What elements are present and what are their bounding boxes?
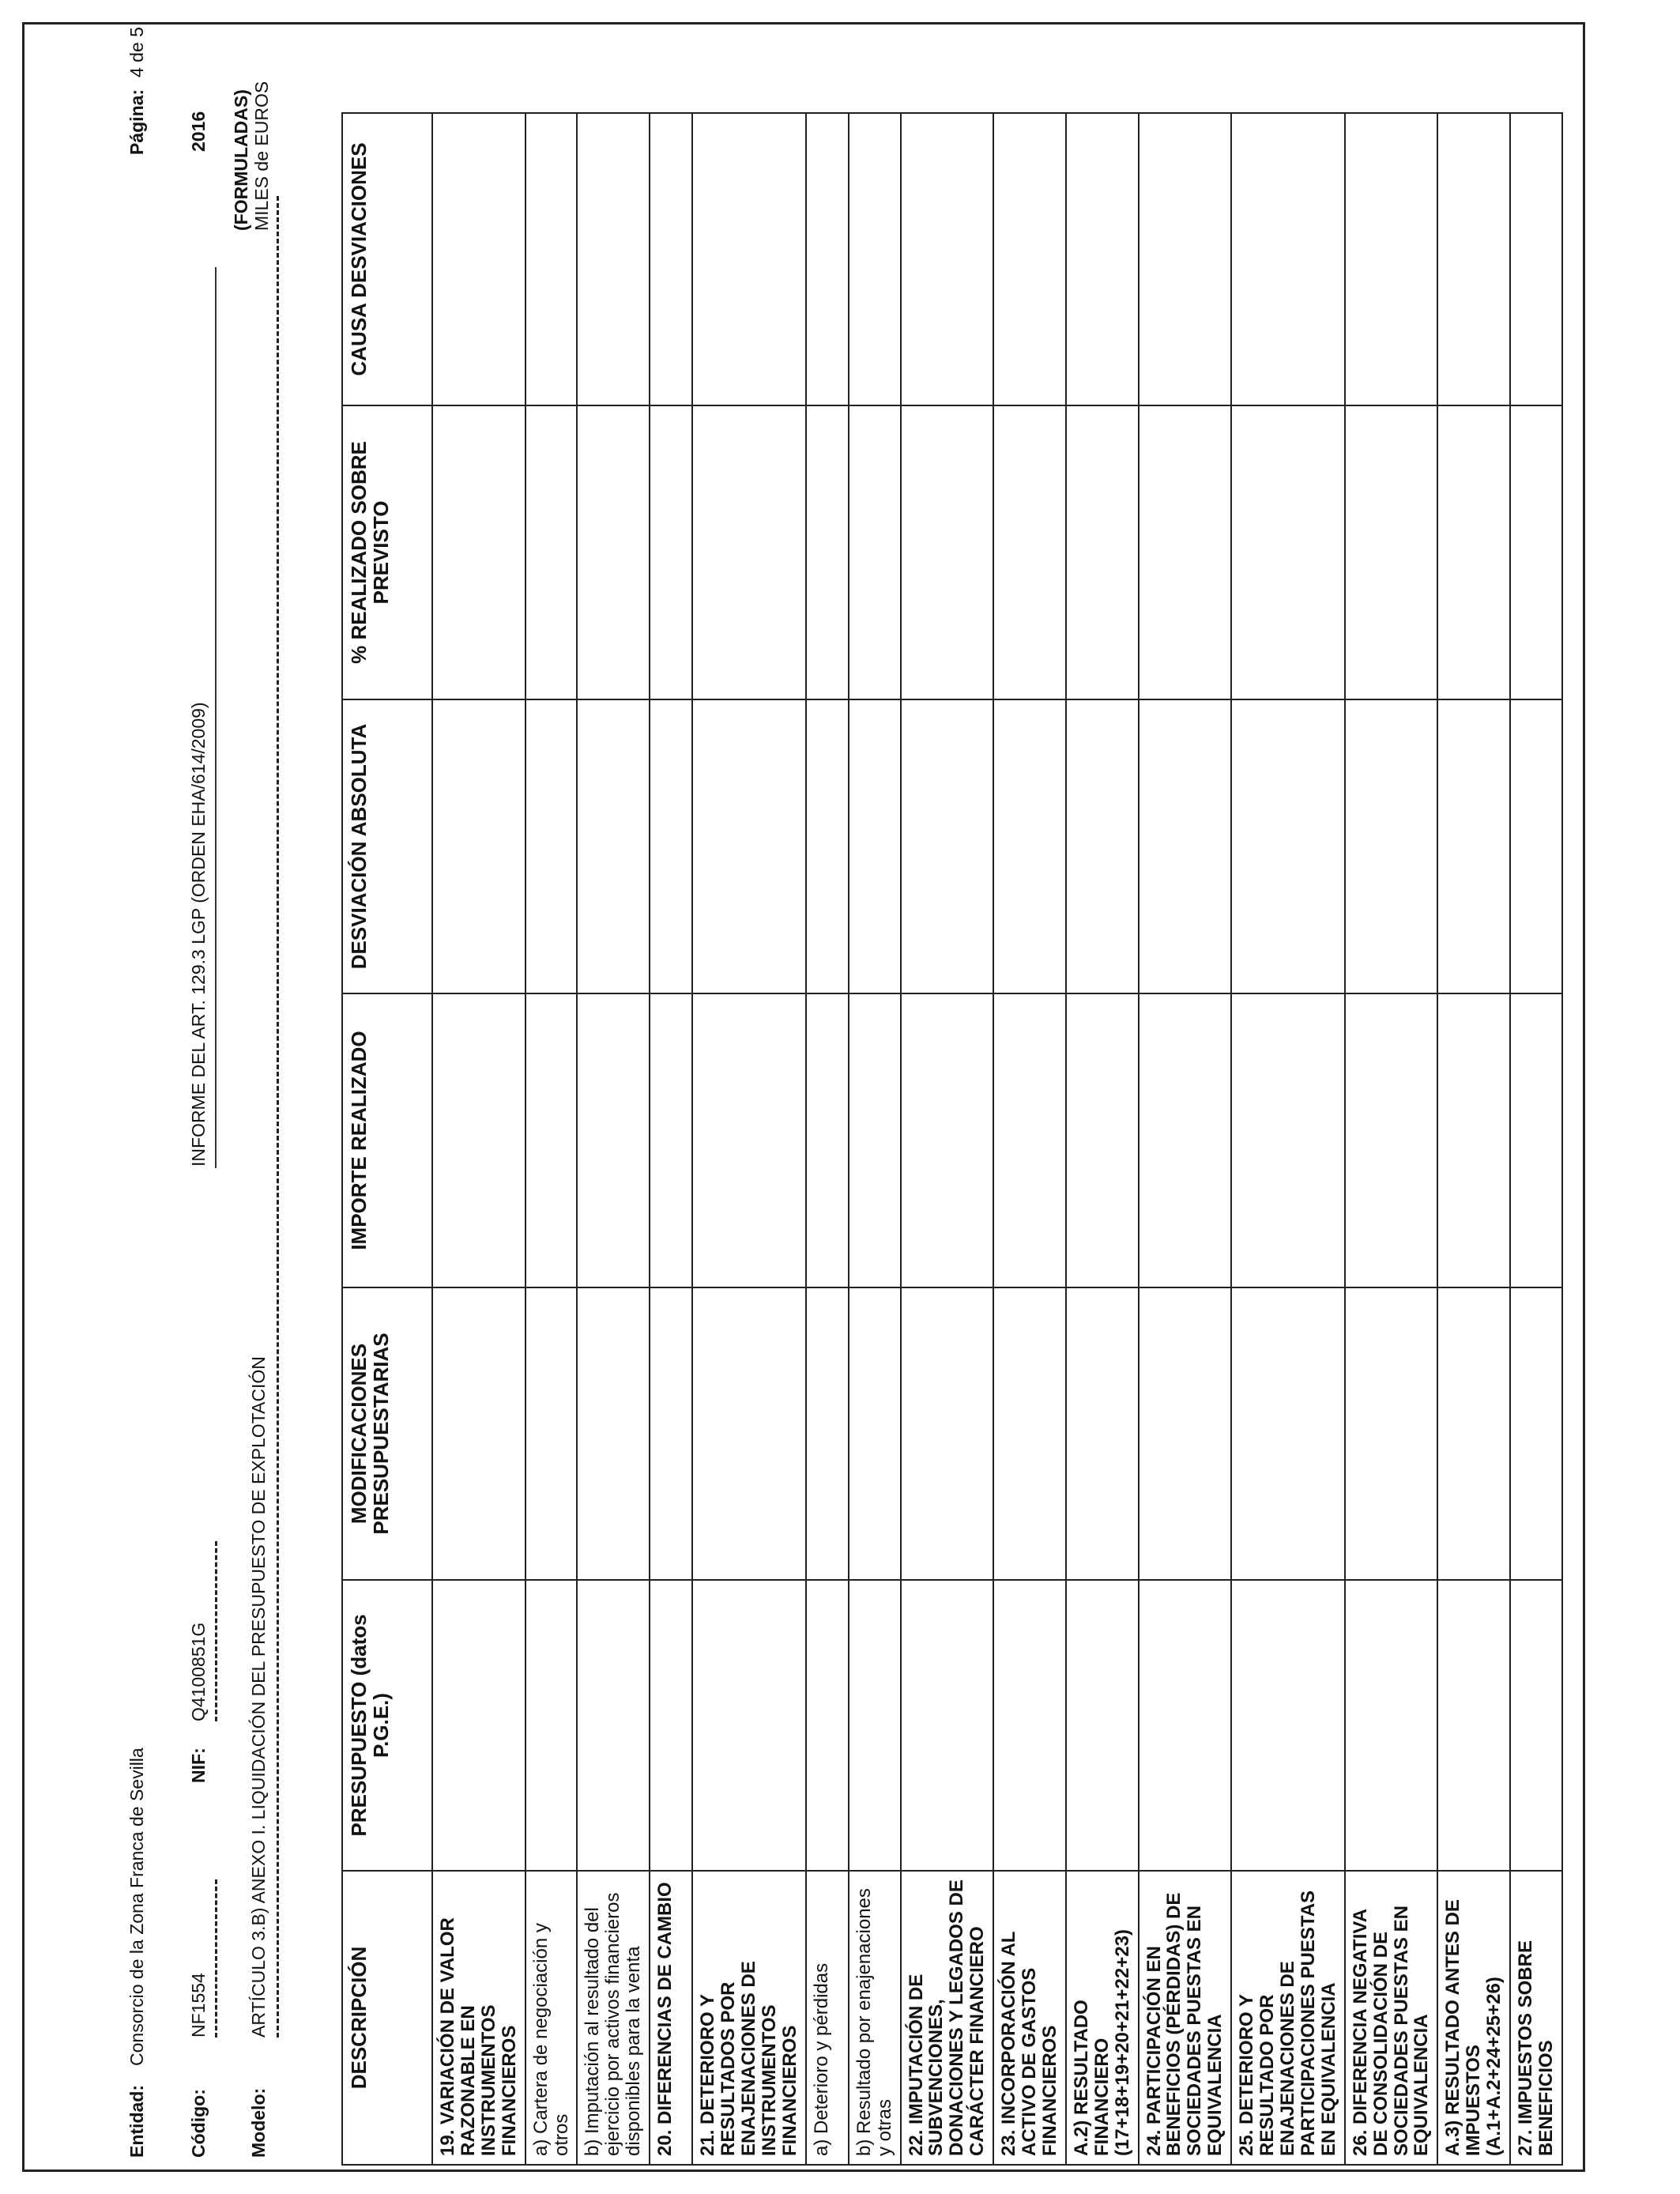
empty-value-cell — [806, 113, 849, 405]
table-row — [901, 113, 994, 2165]
entidad-label: Entidad: — [126, 2085, 147, 2158]
col-presupuesto-header: PRESUPUESTO (datos P.G.E.) — [342, 1580, 432, 1871]
empty-value-cell — [1510, 405, 1562, 699]
col-desviacion-header: DESVIACIÓN ABSOLUTA — [342, 699, 432, 993]
empty-value-cell — [1066, 113, 1139, 405]
empty-value-cell — [1345, 1580, 1438, 1871]
formuladas-label: (FORMULADAS) — [231, 89, 251, 231]
empty-value-cell — [993, 699, 1066, 993]
empty-value-cell — [1345, 699, 1438, 993]
row-description: 22. IMPUTACIÓN DE SUBVENCIONES, DONACIONES Y LEGADOS DE CARÁCTER FINANCIERO — [901, 1871, 994, 2165]
empty-value-cell — [525, 993, 578, 1287]
empty-value-cell — [1066, 993, 1139, 1287]
empty-value-cell — [432, 1287, 525, 1580]
row-description: a) Cartera de negociación y otros — [525, 1871, 578, 2165]
empty-value-cell — [650, 993, 692, 1287]
table-row — [692, 113, 806, 2165]
empty-value-cell — [432, 993, 525, 1287]
empty-value-cell — [692, 1287, 806, 1580]
col-descripcion-header: DESCRIPCIÓN — [342, 1871, 432, 2165]
codigo-underline — [215, 1879, 217, 2038]
table-row — [1066, 113, 1139, 2165]
empty-value-cell — [1231, 113, 1345, 405]
empty-value-cell — [525, 1287, 578, 1580]
table-row — [806, 113, 849, 2165]
col-causa-header: CAUSA DESVIACIONES — [342, 113, 432, 405]
codigo-label: Código: — [188, 2089, 209, 2158]
row-description: 19. VARIACIÓN DE VALOR RAZONABLE EN INSTRUMENTOS FINANCIEROS — [432, 1871, 525, 2165]
empty-value-cell — [1437, 993, 1510, 1287]
empty-value-cell — [432, 699, 525, 993]
empty-value-cell — [849, 1580, 901, 1871]
table-header-row — [342, 113, 432, 2165]
modelo-value: ARTÍCULO 3.B) ANEXO I. LIQUIDACIÓN DEL PRESUPUESTO DE EXPLOTACIÓN — [248, 1356, 269, 2038]
empty-value-cell — [577, 1287, 650, 1580]
empty-value-cell — [432, 113, 525, 405]
empty-value-cell — [1139, 699, 1232, 993]
empty-value-cell — [1139, 993, 1232, 1287]
row-description: 26. DIFERENCIA NEGATIVA DE CONSOLIDACIÓN DE SOCIEDADES PUESTAS EN EQUIVALENCIA — [1345, 1871, 1438, 2165]
empty-value-cell — [1139, 1287, 1232, 1580]
units-label: MILES de EUROS — [251, 81, 272, 231]
row-description: 25. DETERIORO Y RESULTADO POR ENAJENACIONES DE PARTICIPACIONES PUESTAS EN EQUIVALENCIA — [1231, 1871, 1345, 2165]
informe-title: INFORME DEL ART. 129.3 LGP (ORDEN EHA/614/2009) — [188, 702, 209, 1167]
nif-label: NIF: — [188, 1747, 209, 1783]
row-description: 20. DIFERENCIAS DE CAMBIO — [650, 1871, 692, 2165]
empty-value-cell — [1510, 1287, 1562, 1580]
table-row — [432, 113, 525, 2165]
row-description: 23. INCORPORACIÓN AL ACTIVO DE GASTOS FINANCIEROS — [993, 1871, 1066, 2165]
empty-value-cell — [901, 1580, 994, 1871]
informe-underline — [215, 267, 217, 1168]
empty-value-cell — [849, 405, 901, 699]
empty-value-cell — [1345, 993, 1438, 1287]
empty-value-cell — [1437, 699, 1510, 993]
pagina-label: Página: — [126, 89, 147, 155]
empty-value-cell — [1510, 993, 1562, 1287]
codigo-value: NF1554 — [188, 1973, 209, 2038]
empty-value-cell — [650, 405, 692, 699]
empty-value-cell — [525, 1580, 578, 1871]
liquidacion-table — [341, 112, 1563, 2166]
empty-value-cell — [806, 699, 849, 993]
empty-value-cell — [1139, 1580, 1232, 1871]
empty-value-cell — [650, 1287, 692, 1580]
empty-value-cell — [1510, 1580, 1562, 1871]
empty-value-cell — [901, 405, 994, 699]
empty-value-cell — [1345, 405, 1438, 699]
empty-value-cell — [1231, 1580, 1345, 1871]
empty-value-cell — [692, 405, 806, 699]
empty-value-cell — [1510, 113, 1562, 405]
empty-value-cell — [525, 699, 578, 993]
empty-value-cell — [650, 1580, 692, 1871]
empty-value-cell — [1066, 699, 1139, 993]
empty-value-cell — [1231, 405, 1345, 699]
empty-value-cell — [577, 993, 650, 1287]
table-row — [1345, 113, 1438, 2165]
empty-value-cell — [1345, 113, 1438, 405]
table-row — [1139, 113, 1232, 2165]
row-description: a) Deterioro y pérdidas — [806, 1871, 849, 2165]
table-row — [525, 113, 578, 2165]
empty-value-cell — [1510, 699, 1562, 993]
empty-value-cell — [432, 1580, 525, 1871]
table-row — [993, 113, 1066, 2165]
empty-value-cell — [806, 993, 849, 1287]
table-row — [1510, 113, 1562, 2165]
empty-value-cell — [849, 1287, 901, 1580]
row-description: 21. DETERIORO Y RESULTADOS POR ENAJENACIONES DE INSTRUMENTOS FINANCIEROS — [692, 1871, 806, 2165]
empty-value-cell — [1231, 1287, 1345, 1580]
empty-value-cell — [577, 1580, 650, 1871]
empty-value-cell — [993, 113, 1066, 405]
empty-value-cell — [993, 993, 1066, 1287]
empty-value-cell — [692, 113, 806, 405]
empty-value-cell — [1139, 113, 1232, 405]
row-description: b) Imputación al resultado del ejercicio por activos financieros disponibles para la venta — [577, 1871, 650, 2165]
empty-value-cell — [692, 699, 806, 993]
year: 2016 — [188, 111, 209, 152]
empty-value-cell — [806, 1580, 849, 1871]
table-row — [849, 113, 901, 2165]
empty-value-cell — [993, 1580, 1066, 1871]
empty-value-cell — [577, 699, 650, 993]
empty-value-cell — [1066, 405, 1139, 699]
empty-value-cell — [901, 113, 994, 405]
row-description: A.2) RESULTADO FINANCIERO (17+18+19+20+21+22+23) — [1066, 1871, 1139, 2165]
entidad-value: Consorcio de la Zona Franca de Sevilla — [126, 1747, 147, 2066]
table-row — [577, 113, 650, 2165]
empty-value-cell — [993, 1287, 1066, 1580]
empty-value-cell — [806, 1287, 849, 1580]
empty-value-cell — [525, 405, 578, 699]
empty-value-cell — [901, 1287, 994, 1580]
empty-value-cell — [1231, 993, 1345, 1287]
empty-value-cell — [1437, 1580, 1510, 1871]
empty-value-cell — [993, 405, 1066, 699]
row-description: b) Resultado por enajenaciones y otras — [849, 1871, 901, 2165]
modelo-label: Modelo: — [248, 2087, 269, 2158]
empty-value-cell — [1437, 405, 1510, 699]
row-description: 24. PARTICIPACIÓN EN BENEFICIOS (PÉRDIDAS) DE SOCIEDADES PUESTAS EN EQUIVALENCIA — [1139, 1871, 1232, 2165]
empty-value-cell — [577, 113, 650, 405]
empty-value-cell — [1345, 1287, 1438, 1580]
empty-value-cell — [692, 993, 806, 1287]
nif-underline — [215, 1541, 217, 1721]
col-modificaciones-header: MODIFICACIONES PRESUPUESTARIAS — [342, 1287, 432, 1580]
empty-value-cell — [806, 405, 849, 699]
col-porcentaje-header: % REALIZADO SOBRE PREVISTO — [342, 405, 432, 699]
empty-value-cell — [1066, 1580, 1139, 1871]
row-description: 27. IMPUESTOS SOBRE BENEFICIOS — [1510, 1871, 1562, 2165]
empty-value-cell — [692, 1580, 806, 1871]
empty-value-cell — [1139, 405, 1232, 699]
modelo-underline — [277, 196, 279, 2038]
empty-value-cell — [650, 699, 692, 993]
empty-value-cell — [1437, 1287, 1510, 1580]
table-row — [1437, 113, 1510, 2165]
empty-value-cell — [432, 405, 525, 699]
empty-value-cell — [901, 993, 994, 1287]
empty-value-cell — [901, 699, 994, 993]
empty-value-cell — [849, 699, 901, 993]
table-row — [1231, 113, 1345, 2165]
empty-value-cell — [1437, 113, 1510, 405]
nif-value: Q4100851G — [188, 1622, 209, 1721]
empty-value-cell — [525, 113, 578, 405]
table-body — [432, 113, 1562, 2165]
table-row — [650, 113, 692, 2165]
empty-value-cell — [650, 113, 692, 405]
col-importe-header: IMPORTE REALIZADO — [342, 993, 432, 1287]
pagina-value: 4 de 5 — [126, 27, 147, 77]
empty-value-cell — [1231, 699, 1345, 993]
empty-value-cell — [849, 993, 901, 1287]
empty-value-cell — [1066, 1287, 1139, 1580]
empty-value-cell — [849, 113, 901, 405]
row-description: A.3) RESULTADO ANTES DE IMPUESTOS (A.1+A.2+24+25+26) — [1437, 1871, 1510, 2165]
empty-value-cell — [577, 405, 650, 699]
